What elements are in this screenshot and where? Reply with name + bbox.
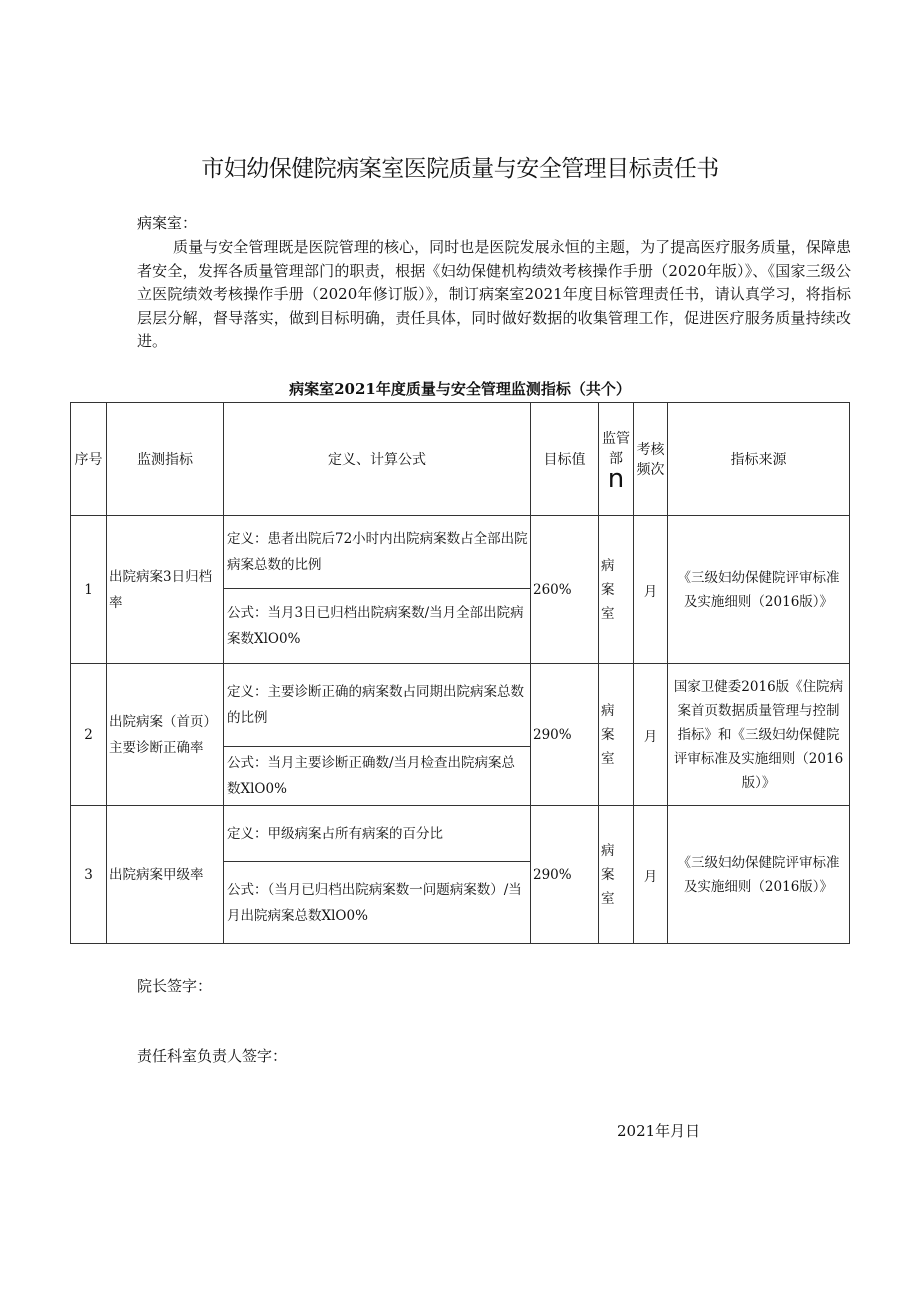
- table-row: [71, 664, 850, 747]
- row-source: 《三级妇幼保健院评审标准及实施细则（2016版）》: [668, 516, 850, 664]
- row-no: 3: [71, 806, 107, 944]
- row-target: 260%: [531, 516, 599, 664]
- row-no: 2: [71, 664, 107, 806]
- row-target: 290%: [531, 806, 599, 944]
- intro-paragraph: 质量与安全管理既是医院管理的核心，同时也是医院发展永恒的主题，为了提高医疗服务质量，保障患者安全，发挥各质量管理部门的职责，根据《妇幼保健机构绩效考核操作手册（2020年版）》、《国家三级公立医院绩效考核操作手册（2020年修订版）》，制订病案室2021年度目标管理责任书，请认真学习，将指标层层分解，督导落实，做到目标明确，责任具体，同时做好数据的收集管理工作，促进医疗服务质量持续改进。: [137, 238, 851, 350]
- director-signature-label: 院长签字：: [137, 977, 213, 995]
- row-freq: 月: [634, 664, 668, 806]
- header-no: 序号: [71, 403, 107, 516]
- header-dept-n: n: [607, 464, 625, 494]
- table-title: 病案室2021年度质量与安全管理监测指标（共个）: [289, 380, 631, 398]
- row-no: 1: [71, 516, 107, 664]
- header-dept: [599, 403, 634, 516]
- header-target: 目标值: [531, 403, 599, 516]
- header-freq: 考核频次: [634, 403, 668, 516]
- row-dept: 病案室: [599, 664, 634, 806]
- row-definition: 定义：患者出院后72小时内出院病案数占全部出院病案总数的比例: [224, 516, 531, 589]
- row-freq: 月: [634, 516, 668, 664]
- table-row: [71, 516, 850, 589]
- row-source: 《三级妇幼保健院评审标准及实施细则（2016版）》: [668, 806, 850, 944]
- row-definition: 定义：甲级病案占所有病案的百分比: [224, 806, 531, 862]
- header-definition: 定义、计算公式: [224, 403, 531, 516]
- department-head-signature-label: 责任科室负责人签字：: [137, 1047, 288, 1065]
- row-indicator: 出院病案甲级率: [107, 806, 224, 944]
- row-definition: 定义：主要诊断正确的病案数占同期出院病案总数的比例: [224, 664, 531, 747]
- row-source: 国家卫健委2016版《住院病案首页数据质量管理与控制指标》和《三级妇幼保健院评审标准及实施细则（2016版）》: [668, 664, 850, 806]
- row-dept: 病案室: [599, 806, 634, 944]
- row-formula: 公式：（当月已归档出院病案数一问题病案数）/当月出院病案总数XlO0%: [224, 862, 531, 944]
- header-indicator: 监测指标: [107, 403, 224, 516]
- document-title: 市妇幼保健院病案室医院质量与安全管理目标责任书: [201, 156, 719, 182]
- header-source: 指标来源: [668, 403, 850, 516]
- row-indicator: 出院病案（首页）主要诊断正确率: [107, 664, 224, 806]
- salutation: 病案室：: [137, 214, 198, 232]
- table-header-row: [71, 403, 850, 516]
- header-dept-text: 监管部: [602, 431, 630, 467]
- table-row: [71, 806, 850, 862]
- document-date: 2021年月日: [617, 1122, 701, 1140]
- indicator-table: [70, 402, 850, 944]
- row-freq: 月: [634, 806, 668, 944]
- row-dept: 病案室: [599, 516, 634, 664]
- row-formula: 公式：当月3日已归档出院病案数/当月全部出院病案数XlO0%: [224, 589, 531, 664]
- row-indicator: 出院病案3日归档率: [107, 516, 224, 664]
- row-target: 290%: [531, 664, 599, 806]
- row-formula: 公式：当月主要诊断正确数/当月检查出院病案总数XlO0%: [224, 747, 531, 806]
